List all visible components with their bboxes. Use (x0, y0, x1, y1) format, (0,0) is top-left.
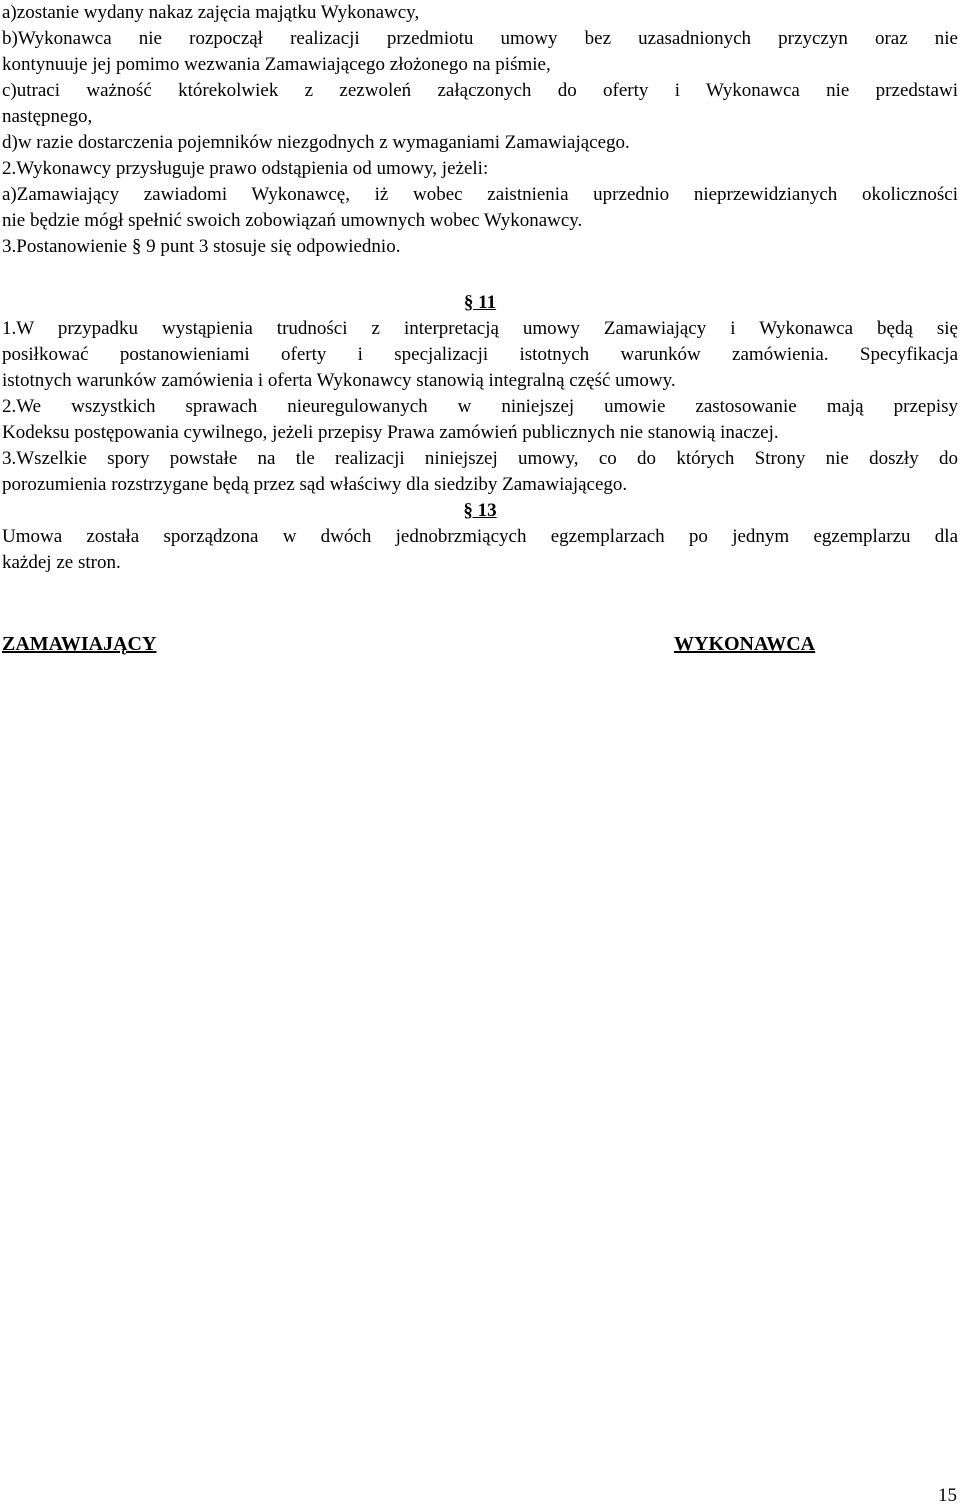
paragraph-line: kontynuuje jej pomimo wezwania Zamawiającego złożonego na piśmie, (2, 54, 551, 75)
paragraph-line: 3.Postanowienie § 9 punt 3 stosuje się odpowiednio. (2, 236, 401, 257)
paragraph-line: porozumienia rozstrzygane będą przez sąd właściwy dla siedziby Zamawiającego. (2, 474, 628, 495)
paragraph-line: Umowa została sporządzona w dwóch jednobrzmiących egzemplarzach po jednym egzemplarzu dla (2, 526, 958, 547)
paragraph-line: 2.We wszystkich sprawach nieuregulowanych w niniejszej umowie zastosowanie mają przepisy (2, 396, 958, 417)
paragraph-line: 2.Wykonawcy przysługuje prawo odstąpienia od umowy, jeżeli: (2, 158, 489, 179)
section-previous (2, 0, 958, 260)
section-11-13 (2, 290, 958, 576)
paragraph-line: każdej ze stron. (2, 552, 121, 573)
section-heading-11: § 11 (463, 292, 497, 313)
page-number: 15 (938, 1485, 957, 1506)
paragraph-line: istotnych warunków zamówienia i oferta Wykonawcy stanowią integralną część umowy. (2, 370, 676, 391)
signature-ordering-party: ZAMAWIAJĄCY (2, 633, 157, 655)
paragraph-line: b)Wykonawca nie rozpoczął realizacji przedmiotu umowy bez uzasadnionych przyczyn oraz nie (2, 28, 958, 49)
paragraph-line: a)zostanie wydany nakaz zajęcia majątku Wykonawcy, (2, 2, 420, 23)
paragraph-line: Kodeksu postępowania cywilnego, jeżeli przepisy Prawa zamówień publicznych nie stanowią inaczej. (2, 422, 779, 443)
paragraph-line: c)utraci ważność którekolwiek z zezwoleń załączonych do oferty i Wykonawca nie przedstawi (2, 80, 958, 101)
signature-contractor: WYKONAWCA (674, 633, 816, 655)
section-heading-13: § 13 (463, 500, 497, 521)
paragraph-line: a)Zamawiający zawiadomi Wykonawcę, iż wobec zaistnienia uprzednio nieprzewidzianych okoliczności (2, 184, 958, 205)
paragraph-line: posiłkować postanowieniami oferty i specjalizacji istotnych warunków zamówienia. Specyfikacja (2, 344, 958, 365)
paragraph-line: nie będzie mógł spełnić swoich zobowiązań umownych wobec Wykonawcy. (2, 210, 583, 231)
paragraph-line: 3.Wszelkie spory powstałe na tle realizacji niniejszej umowy, co do których Strony nie doszły do (2, 448, 958, 469)
paragraph-line: d)w razie dostarczenia pojemników niezgodnych z wymaganiami Zamawiającego. (2, 132, 630, 153)
paragraph-line: następnego, (2, 106, 93, 127)
paragraph-line: 1.W przypadku wystąpienia trudności z interpretacją umowy Zamawiający i Wykonawca będą się (2, 318, 958, 339)
